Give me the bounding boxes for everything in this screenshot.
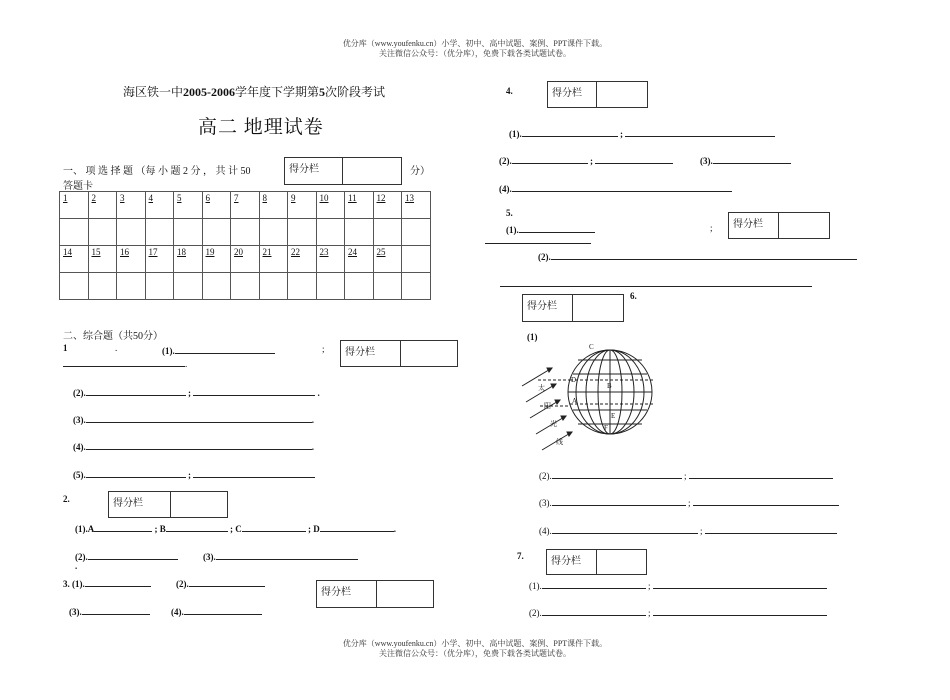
globe-label-e: E <box>611 412 616 420</box>
q1-number: 1 <box>63 343 68 353</box>
q4-part4[interactable]: (4). <box>499 181 732 194</box>
answer-cell-number: 2 <box>88 192 117 219</box>
answer-card-table <box>59 191 431 300</box>
globe-label-f: F <box>604 424 608 432</box>
answer-cell[interactable] <box>402 273 431 300</box>
score-box-q2[interactable] <box>108 491 228 518</box>
answer-cell[interactable] <box>60 273 89 300</box>
q3-part4[interactable]: (4). <box>171 604 262 617</box>
q2-number: 2. <box>63 494 70 504</box>
q5-part2-cont[interactable] <box>500 276 812 289</box>
q5-part1-cont[interactable] <box>485 233 591 246</box>
q7-part1[interactable]: (1). ; <box>529 578 827 591</box>
score-label: 得分栏 <box>317 581 377 607</box>
answer-cell[interactable] <box>117 219 146 246</box>
exam-title: 海区铁一中2005-2006学年度下学期第5次阶段考试 <box>123 85 386 99</box>
answer-cell-number: 1 <box>60 192 89 219</box>
answer-cell-number: 6 <box>202 192 231 219</box>
q3-part3[interactable]: (3). <box>69 604 150 617</box>
q2-part1[interactable]: (1).A ; B ; C ; D . <box>75 521 396 534</box>
score-box-q3[interactable] <box>316 580 434 608</box>
answer-card-label: 答题卡 <box>63 181 93 192</box>
answer-cell[interactable] <box>231 273 260 300</box>
section2-intro: 二、综合题（共50分） <box>63 331 163 342</box>
score-box-q5[interactable] <box>728 212 830 239</box>
answer-cell[interactable] <box>316 273 345 300</box>
q6-part3[interactable]: (3). ; <box>539 495 839 508</box>
answer-cell-number: 25 <box>373 246 402 273</box>
answer-cell[interactable] <box>88 219 117 246</box>
globe-label-b: B <box>607 382 612 390</box>
answer-cell[interactable] <box>316 219 345 246</box>
q1-part5[interactable]: (5). ; <box>73 467 315 480</box>
answer-cell[interactable] <box>145 273 174 300</box>
globe-label-a: A <box>572 397 578 405</box>
globe-label-c: C <box>589 343 594 351</box>
sunlight-char-2: 阳 <box>544 402 551 410</box>
q6-part1: (1) <box>527 332 538 342</box>
answer-cell[interactable] <box>88 273 117 300</box>
answer-cell-number: 10 <box>316 192 345 219</box>
q5-part2[interactable]: (2). <box>538 249 857 262</box>
answer-cell[interactable] <box>259 219 288 246</box>
answer-cell[interactable] <box>373 219 402 246</box>
answer-cell[interactable] <box>288 273 317 300</box>
q6-part2[interactable]: (2). ; <box>539 468 833 481</box>
sunlight-char-4: 线 <box>556 438 563 446</box>
answer-cell-number: 11 <box>345 192 374 219</box>
score-label: 得分栏 <box>109 492 171 517</box>
answer-cell-number: 3 <box>117 192 146 219</box>
answer-cell[interactable] <box>145 219 174 246</box>
answer-cell-number: 4 <box>145 192 174 219</box>
answer-cell-number: 12 <box>373 192 402 219</box>
answer-cell[interactable] <box>117 273 146 300</box>
q5-part1[interactable]: (1). <box>506 222 595 235</box>
q1-dot: . <box>115 343 118 353</box>
answer-cell-number: 24 <box>345 246 374 273</box>
answer-cell[interactable] <box>60 219 89 246</box>
answer-cell[interactable] <box>402 219 431 246</box>
q2-part3[interactable]: (3). <box>203 549 358 562</box>
q1-part4[interactable]: (4). . <box>73 439 314 452</box>
answer-cell[interactable] <box>202 219 231 246</box>
answer-cell[interactable] <box>231 219 260 246</box>
answer-cell-number: 7 <box>231 192 260 219</box>
q4-part2[interactable]: (2). ; <box>499 153 673 166</box>
sunlight-char-1: 太 <box>538 384 545 392</box>
section1-intro-end: 分） <box>410 166 430 177</box>
answer-cell-number: 21 <box>259 246 288 273</box>
score-label: 得分栏 <box>547 550 597 574</box>
q3-part1[interactable]: 3. (1). <box>63 576 151 589</box>
q4-number: 4. <box>506 86 513 96</box>
q1-part2[interactable]: (2). ; . <box>73 385 320 398</box>
globe-diagram <box>518 340 668 456</box>
score-box-q1[interactable] <box>340 340 458 367</box>
answer-cell-number: 5 <box>174 192 203 219</box>
answer-cell[interactable] <box>174 273 203 300</box>
answer-cell[interactable] <box>345 273 374 300</box>
footer-line-2: 关注微信公众号：（优分库），免费下载各类试题试卷。 <box>379 649 571 658</box>
score-box-q6[interactable] <box>522 294 624 322</box>
score-label: 得分栏 <box>341 341 401 366</box>
q6-number: 6. <box>630 291 637 301</box>
answer-cell-number: 19 <box>202 246 231 273</box>
answer-cell[interactable] <box>259 273 288 300</box>
header-line-1: 优分库（www.youfenku.cn）小学、初中、高中试题、案例、PPT课件下载。 <box>342 39 608 48</box>
answer-cell-number: 22 <box>288 246 317 273</box>
answer-cell-number: 15 <box>88 246 117 273</box>
score-label: 得分栏 <box>548 82 597 107</box>
score-box-q7[interactable] <box>546 549 647 575</box>
q2-part2[interactable]: (2). <box>75 549 178 562</box>
answer-cell-number: 9 <box>288 192 317 219</box>
answer-cell-number: 20 <box>231 246 260 273</box>
score-label: 得分栏 <box>729 213 779 238</box>
q5-number: 5. <box>506 208 513 218</box>
answer-cell-number: 17 <box>145 246 174 273</box>
answer-cell-number: 13 <box>402 192 431 219</box>
answer-cell-number: 16 <box>117 246 146 273</box>
q1-part1-cont[interactable]: . <box>63 356 187 369</box>
answer-cell-number: 14 <box>60 246 89 273</box>
answer-cell-number: 18 <box>174 246 203 273</box>
score-label: 得分栏 <box>285 158 343 184</box>
q4-part3[interactable]: (3). <box>700 153 791 166</box>
q2-dot: . <box>75 561 78 571</box>
q7-number: 7. <box>517 551 524 561</box>
q3-part2[interactable]: (2). <box>176 576 265 589</box>
q1-part1[interactable]: (1). <box>162 343 275 356</box>
answer-cell[interactable] <box>345 219 374 246</box>
q5-semicolon: ; <box>710 223 713 233</box>
q6-part4[interactable]: (4). ; <box>539 523 837 536</box>
answer-cell[interactable] <box>373 273 402 300</box>
score-box-1[interactable] <box>284 157 402 185</box>
answer-cell[interactable] <box>202 273 231 300</box>
score-label: 得分栏 <box>523 295 573 321</box>
exam-subtitle: 高二 地理试卷 <box>198 117 324 138</box>
q4-part1[interactable]: (1). ; <box>509 126 775 139</box>
answer-cell-number: 8 <box>259 192 288 219</box>
sunlight-char-3: 光 <box>550 420 557 428</box>
section1-intro: 一、 项 选 择 题 （每 小 题 2 分 ， 共 计 50 <box>63 166 251 177</box>
score-box-q4[interactable] <box>547 81 648 108</box>
q1-semicolon: ; <box>322 344 325 354</box>
answer-cell-number: 23 <box>316 246 345 273</box>
footer-line-1: 优分库（www.youfenku.cn）小学、初中、高中试题、案例、PPT课件下载。 <box>342 639 608 648</box>
answer-cell-number <box>402 246 431 273</box>
globe-label-d: D <box>571 376 577 384</box>
header-line-2: 关注微信公众号：（优分库），免费下载各类试题试卷。 <box>379 49 571 58</box>
answer-cell[interactable] <box>174 219 203 246</box>
answer-cell[interactable] <box>288 219 317 246</box>
q1-part3[interactable]: (3). . <box>73 412 314 425</box>
q7-part2[interactable]: (2). ; <box>529 605 827 618</box>
